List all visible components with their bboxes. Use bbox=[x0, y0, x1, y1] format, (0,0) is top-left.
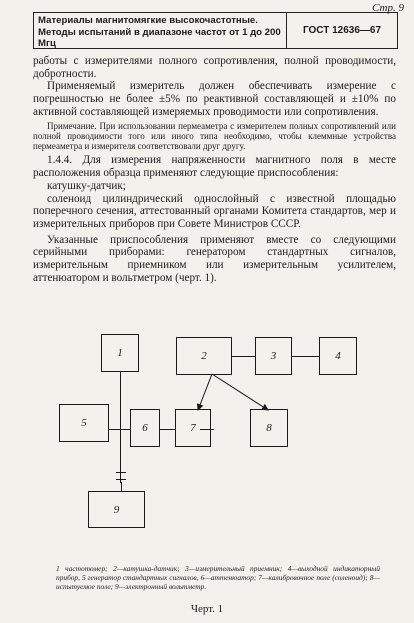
list-item: соленоид цилиндрический однослойный с известной площадью поперечного сечения, аттестованный органами Комитета стандартов, мер и измерительных приборов при Совете Министров СССР. bbox=[33, 192, 396, 230]
box-2-sensor-coil: 2 bbox=[176, 337, 232, 375]
standard-code: ГОСТ 12636—67 bbox=[302, 25, 382, 36]
box-4-output-indicator: 4 bbox=[319, 337, 357, 375]
box-8-tested-field: 8 bbox=[250, 409, 288, 447]
figure-legend: 1 частотомер; 2—катушка-датчик; 3—измерительный приемник; 4—выходной индикаторный прибор, 5 генератор стандартных сигналов, 6—аттенюатор; 7—калибровочное поле (соленоид); 8—испытуемое поле; 9—электронный вольтметр. bbox=[56, 564, 380, 591]
box-1-frequency-meter: 1 bbox=[101, 334, 139, 372]
box-3-measuring-receiver: 3 bbox=[255, 337, 292, 375]
paragraph: работы с измерителями полного сопротивления, полной проводимости, добротности. bbox=[33, 55, 396, 80]
page-number: Стр. 9 bbox=[372, 2, 404, 14]
header-title: Материалы магнитомягкие высокочастотные. Методы испытаний в диапазоне частот от 1 до 200 Мгц bbox=[34, 13, 287, 48]
box-5-signal-generator: 5 bbox=[59, 404, 109, 442]
figure-caption: Черт. 1 bbox=[190, 603, 224, 615]
paragraph: Указанные приспособления применяют вместе со следующими серийными приборами: генератором стандартных сигналов, измерительным приемником или измерительным усилителем, аттенюатором и вольтметром (черт. 1). bbox=[33, 233, 396, 284]
body-text bbox=[33, 55, 396, 284]
paragraph: 1.4.4. Для измерения напряженности магнитного поля в месте расположения образца применяют следующие приспособления: bbox=[33, 154, 396, 180]
box-6-attenuator: 6 bbox=[130, 409, 160, 447]
note: Примечание. При использовании пермеаметра с измерителем полных сопротивлений или полной проводимости того или иного типа необходимо, чтобы клеммные устройства пермеаметра и измерителя соответствовали друг другу. bbox=[33, 120, 396, 152]
box-7-calibration-field: 7 bbox=[175, 409, 211, 447]
paragraph: Применяемый измеритель должен обеспечивать измерение с погрешностью не более ±5% по реактивной составляющей и ±10% по активной составляющей измеряемых проводимости или сопротивления. bbox=[33, 80, 396, 118]
box-9-voltmeter: 9 bbox=[88, 491, 145, 528]
list-item: катушку-датчик; bbox=[47, 179, 126, 192]
header-table bbox=[33, 12, 398, 49]
